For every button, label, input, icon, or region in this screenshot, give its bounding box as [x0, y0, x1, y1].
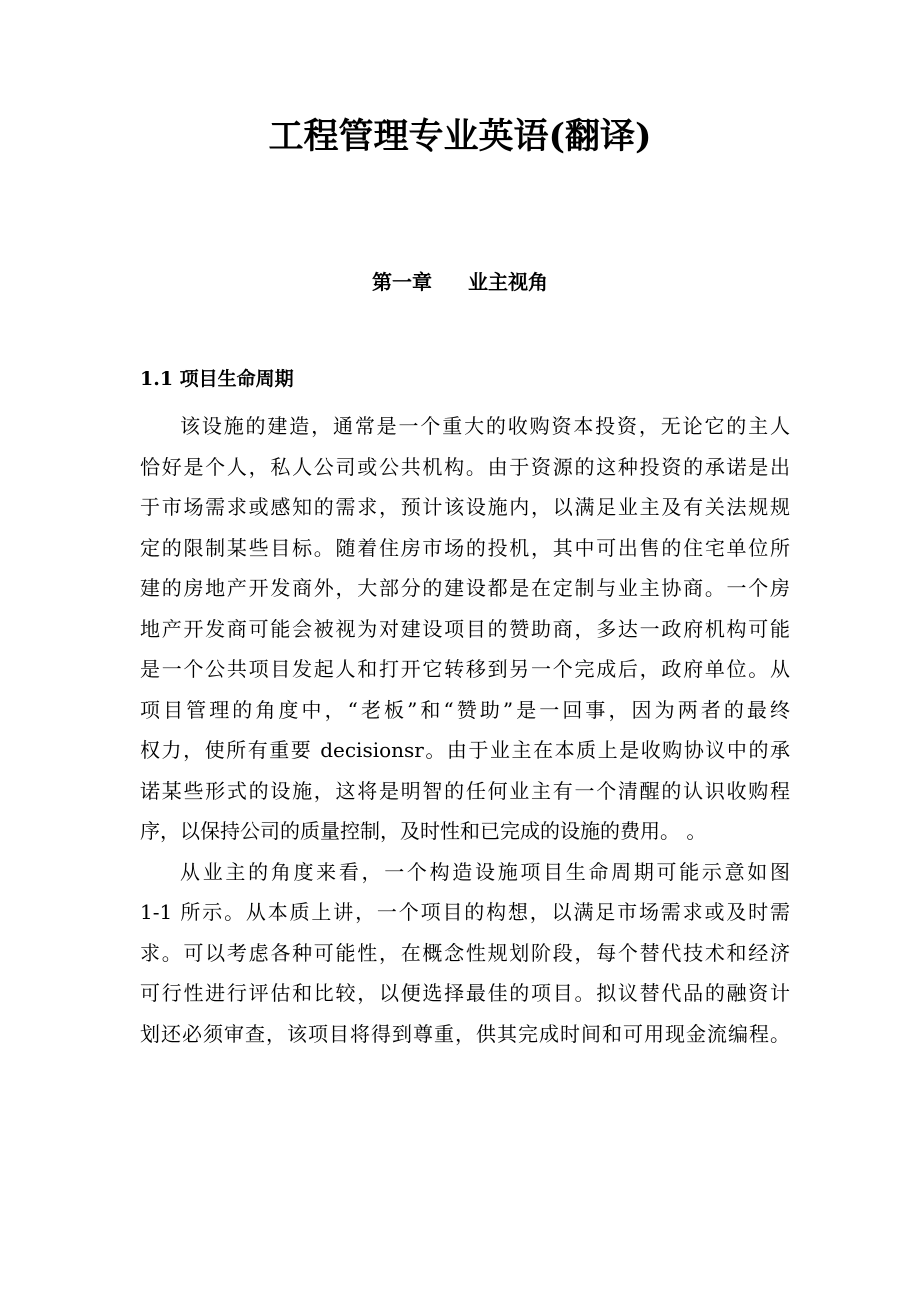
- paragraph-2-line-3: 求。可以考虑各种可能性，在概念性规划阶段，每个替代技术和经济: [140, 940, 790, 965]
- chapter-name: 业主视角: [468, 270, 548, 294]
- paragraph-1-line-11: 序，以保持公司的质量控制，及时性和已完成的设施的费用。 。: [140, 819, 707, 843]
- paragraph-1-line-8: 项目管理的角度中，“老板”和“赞助”是一回事，因为两者的最终: [140, 697, 790, 722]
- paragraph-1-line-10: 诺某些形式的设施，这将是明智的任何业主有一个清醒的认识收购程: [140, 778, 790, 803]
- chapter-number: 第一章: [372, 270, 432, 294]
- paragraph-2-line-1: 从业主的角度来看，一个构造设施项目生命周期可能示意如图: [180, 859, 790, 884]
- paragraph-2-line-5: 划还必须审查，该项目将得到尊重，供其完成时间和可用现金流编程。: [140, 1021, 790, 1046]
- paragraph-1-line-2: 恰好是个人，私人公司或公共机构。由于资源的这种投资的承诺是出: [140, 454, 790, 479]
- paragraph-1-line-3: 于市场需求或感知的需求，预计该设施内，以满足业主及有关法规规: [140, 495, 790, 519]
- paragraph-2-line-4: 可行性进行评估和比较，以便选择最佳的项目。拟议替代品的融资计: [140, 981, 790, 1005]
- paragraph-1-line-7: 是一个公共项目发起人和打开它转移到另一个完成后，政府单位。从: [140, 657, 790, 681]
- paragraph-1-line-9: 权力，使所有重要 decisionsr。由于业主在本质上是收购协议中的承: [140, 738, 790, 762]
- paragraph-1-line-5: 建的房地产开发商外，大部分的建设都是在定制与业主协商。一个房: [140, 576, 790, 600]
- section-heading: 1.1 项目生命周期: [140, 368, 294, 390]
- paragraph-2-line-2: 1-1 所示。从本质上讲，一个项目的构想，以满足市场需求或及时需: [140, 900, 790, 924]
- chapter-heading: [0, 268, 920, 296]
- body-text: [140, 406, 790, 1054]
- paragraph-1-line-4: 定的限制某些目标。随着住房市场的投机，其中可出售的住宅单位所: [140, 535, 790, 560]
- document-title: 工程管理专业英语(翻译): [268, 116, 652, 157]
- paragraph-1-line-6: 地产开发商可能会被视为对建设项目的赞助商，多达一政府机构可能: [140, 616, 790, 641]
- paragraph-1-line-1: 该设施的建造，通常是一个重大的收购资本投资，无论它的主人: [180, 414, 790, 438]
